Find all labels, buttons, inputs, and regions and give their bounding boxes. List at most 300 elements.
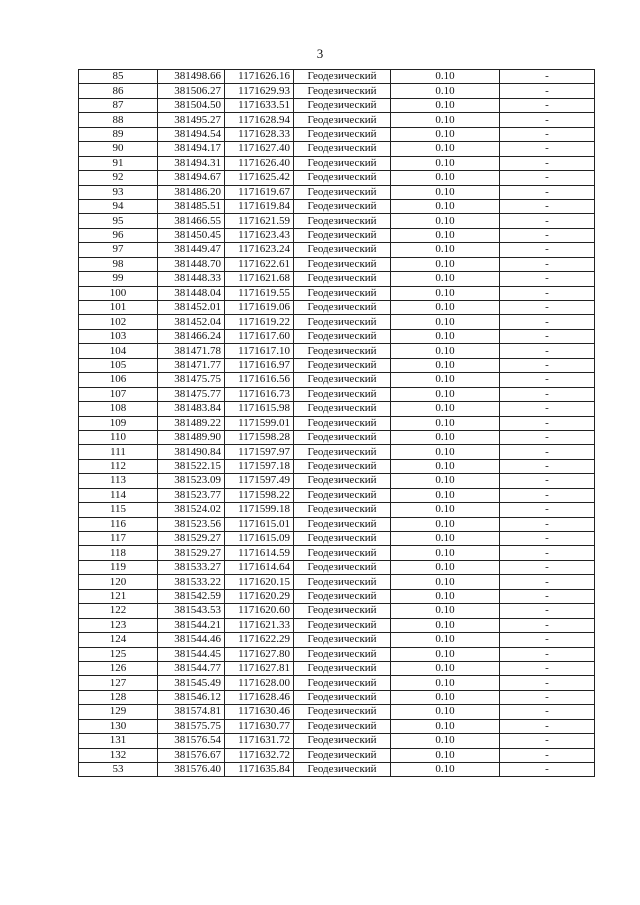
x-coordinate-cell: 381542.59 xyxy=(158,589,225,603)
table-row xyxy=(79,358,595,372)
accuracy-cell: 0.10 xyxy=(391,719,500,733)
point-number-cell: 131 xyxy=(79,734,158,748)
note-cell: - xyxy=(500,113,595,127)
x-coordinate-cell: 381485.51 xyxy=(158,199,225,213)
table-row xyxy=(79,286,595,300)
x-coordinate-cell: 381545.49 xyxy=(158,676,225,690)
table-row xyxy=(79,329,595,343)
y-coordinate-cell: 1171619.06 xyxy=(225,301,294,315)
note-cell: - xyxy=(500,199,595,213)
table-row xyxy=(79,676,595,690)
note-cell: - xyxy=(500,84,595,98)
method-cell: Геодезический xyxy=(294,589,391,603)
accuracy-cell: 0.10 xyxy=(391,618,500,632)
point-number-cell: 100 xyxy=(79,286,158,300)
method-cell: Геодезический xyxy=(294,705,391,719)
method-cell: Геодезический xyxy=(294,748,391,762)
table-row xyxy=(79,589,595,603)
y-coordinate-cell: 1171628.00 xyxy=(225,676,294,690)
y-coordinate-cell: 1171620.60 xyxy=(225,604,294,618)
table-row xyxy=(79,156,595,170)
note-cell: - xyxy=(500,70,595,84)
note-cell: - xyxy=(500,517,595,531)
point-number-cell: 125 xyxy=(79,647,158,661)
note-cell: - xyxy=(500,474,595,488)
accuracy-cell: 0.10 xyxy=(391,84,500,98)
note-cell: - xyxy=(500,257,595,271)
table-row xyxy=(79,459,595,473)
note-cell: - xyxy=(500,734,595,748)
point-number-cell: 124 xyxy=(79,633,158,647)
note-cell: - xyxy=(500,156,595,170)
table-row xyxy=(79,127,595,141)
x-coordinate-cell: 381494.17 xyxy=(158,142,225,156)
point-number-cell: 110 xyxy=(79,430,158,444)
x-coordinate-cell: 381475.75 xyxy=(158,373,225,387)
note-cell: - xyxy=(500,315,595,329)
x-coordinate-cell: 381449.47 xyxy=(158,243,225,257)
accuracy-cell: 0.10 xyxy=(391,734,500,748)
note-cell: - xyxy=(500,402,595,416)
accuracy-cell: 0.10 xyxy=(391,315,500,329)
table-row xyxy=(79,387,595,401)
y-coordinate-cell: 1171617.10 xyxy=(225,344,294,358)
table-row xyxy=(79,661,595,675)
y-coordinate-cell: 1171630.46 xyxy=(225,705,294,719)
method-cell: Геодезический xyxy=(294,387,391,401)
note-cell: - xyxy=(500,589,595,603)
method-cell: Геодезический xyxy=(294,315,391,329)
table-row xyxy=(79,113,595,127)
point-number-cell: 95 xyxy=(79,214,158,228)
note-cell: - xyxy=(500,142,595,156)
table-row xyxy=(79,763,595,777)
method-cell: Геодезический xyxy=(294,272,391,286)
note-cell: - xyxy=(500,633,595,647)
method-cell: Геодезический xyxy=(294,199,391,213)
point-number-cell: 90 xyxy=(79,142,158,156)
point-number-cell: 105 xyxy=(79,358,158,372)
method-cell: Геодезический xyxy=(294,661,391,675)
point-number-cell: 118 xyxy=(79,546,158,560)
y-coordinate-cell: 1171627.40 xyxy=(225,142,294,156)
accuracy-cell: 0.10 xyxy=(391,748,500,762)
method-cell: Геодезический xyxy=(294,532,391,546)
note-cell: - xyxy=(500,690,595,704)
y-coordinate-cell: 1171626.40 xyxy=(225,156,294,170)
note-cell: - xyxy=(500,532,595,546)
accuracy-cell: 0.10 xyxy=(391,243,500,257)
note-cell: - xyxy=(500,171,595,185)
accuracy-cell: 0.10 xyxy=(391,445,500,459)
x-coordinate-cell: 381575.75 xyxy=(158,719,225,733)
method-cell: Геодезический xyxy=(294,127,391,141)
x-coordinate-cell: 381543.53 xyxy=(158,604,225,618)
note-cell: - xyxy=(500,661,595,675)
accuracy-cell: 0.10 xyxy=(391,113,500,127)
accuracy-cell: 0.10 xyxy=(391,329,500,343)
x-coordinate-cell: 381471.77 xyxy=(158,358,225,372)
point-number-cell: 121 xyxy=(79,589,158,603)
accuracy-cell: 0.10 xyxy=(391,185,500,199)
accuracy-cell: 0.10 xyxy=(391,416,500,430)
accuracy-cell: 0.10 xyxy=(391,690,500,704)
point-number-cell: 128 xyxy=(79,690,158,704)
x-coordinate-cell: 381524.02 xyxy=(158,503,225,517)
y-coordinate-cell: 1171621.59 xyxy=(225,214,294,228)
method-cell: Геодезический xyxy=(294,517,391,531)
table-row xyxy=(79,185,595,199)
method-cell: Геодезический xyxy=(294,142,391,156)
method-cell: Геодезический xyxy=(294,633,391,647)
point-number-cell: 53 xyxy=(79,763,158,777)
point-number-cell: 115 xyxy=(79,503,158,517)
point-number-cell: 91 xyxy=(79,156,158,170)
method-cell: Геодезический xyxy=(294,618,391,632)
note-cell: - xyxy=(500,705,595,719)
point-number-cell: 89 xyxy=(79,127,158,141)
note-cell: - xyxy=(500,228,595,242)
accuracy-cell: 0.10 xyxy=(391,546,500,560)
accuracy-cell: 0.10 xyxy=(391,661,500,675)
x-coordinate-cell: 381544.45 xyxy=(158,647,225,661)
table-row xyxy=(79,488,595,502)
method-cell: Геодезический xyxy=(294,719,391,733)
accuracy-cell: 0.10 xyxy=(391,199,500,213)
note-cell: - xyxy=(500,488,595,502)
y-coordinate-cell: 1171614.64 xyxy=(225,560,294,574)
method-cell: Геодезический xyxy=(294,243,391,257)
x-coordinate-cell: 381475.77 xyxy=(158,387,225,401)
x-coordinate-cell: 381448.33 xyxy=(158,272,225,286)
table-row xyxy=(79,445,595,459)
point-number-cell: 92 xyxy=(79,171,158,185)
point-number-cell: 113 xyxy=(79,474,158,488)
table-row xyxy=(79,734,595,748)
accuracy-cell: 0.10 xyxy=(391,387,500,401)
x-coordinate-cell: 381523.56 xyxy=(158,517,225,531)
method-cell: Геодезический xyxy=(294,70,391,84)
method-cell: Геодезический xyxy=(294,257,391,271)
method-cell: Геодезический xyxy=(294,214,391,228)
table-row xyxy=(79,373,595,387)
point-number-cell: 122 xyxy=(79,604,158,618)
y-coordinate-cell: 1171632.72 xyxy=(225,748,294,762)
x-coordinate-cell: 381544.21 xyxy=(158,618,225,632)
y-coordinate-cell: 1171597.97 xyxy=(225,445,294,459)
note-cell: - xyxy=(500,546,595,560)
y-coordinate-cell: 1171597.18 xyxy=(225,459,294,473)
point-number-cell: 112 xyxy=(79,459,158,473)
y-coordinate-cell: 1171628.46 xyxy=(225,690,294,704)
point-number-cell: 130 xyxy=(79,719,158,733)
y-coordinate-cell: 1171616.97 xyxy=(225,358,294,372)
point-number-cell: 104 xyxy=(79,344,158,358)
note-cell: - xyxy=(500,185,595,199)
accuracy-cell: 0.10 xyxy=(391,532,500,546)
method-cell: Геодезический xyxy=(294,503,391,517)
point-number-cell: 85 xyxy=(79,70,158,84)
method-cell: Геодезический xyxy=(294,604,391,618)
y-coordinate-cell: 1171623.24 xyxy=(225,243,294,257)
point-number-cell: 117 xyxy=(79,532,158,546)
note-cell: - xyxy=(500,503,595,517)
y-coordinate-cell: 1171620.29 xyxy=(225,589,294,603)
accuracy-cell: 0.10 xyxy=(391,70,500,84)
x-coordinate-cell: 381466.24 xyxy=(158,329,225,343)
point-number-cell: 96 xyxy=(79,228,158,242)
x-coordinate-cell: 381576.67 xyxy=(158,748,225,762)
accuracy-cell: 0.10 xyxy=(391,474,500,488)
method-cell: Геодезический xyxy=(294,647,391,661)
method-cell: Геодезический xyxy=(294,286,391,300)
accuracy-cell: 0.10 xyxy=(391,257,500,271)
point-number-cell: 102 xyxy=(79,315,158,329)
method-cell: Геодезический xyxy=(294,763,391,777)
method-cell: Геодезический xyxy=(294,228,391,242)
x-coordinate-cell: 381489.22 xyxy=(158,416,225,430)
note-cell: - xyxy=(500,604,595,618)
method-cell: Геодезический xyxy=(294,575,391,589)
point-number-cell: 123 xyxy=(79,618,158,632)
accuracy-cell: 0.10 xyxy=(391,488,500,502)
point-number-cell: 86 xyxy=(79,84,158,98)
method-cell: Геодезический xyxy=(294,156,391,170)
table-row xyxy=(79,690,595,704)
y-coordinate-cell: 1171635.84 xyxy=(225,763,294,777)
note-cell: - xyxy=(500,618,595,632)
method-cell: Геодезический xyxy=(294,358,391,372)
note-cell: - xyxy=(500,748,595,762)
point-number-cell: 107 xyxy=(79,387,158,401)
table-row xyxy=(79,214,595,228)
accuracy-cell: 0.10 xyxy=(391,402,500,416)
note-cell: - xyxy=(500,286,595,300)
accuracy-cell: 0.10 xyxy=(391,98,500,112)
table-row xyxy=(79,430,595,444)
method-cell: Геодезический xyxy=(294,546,391,560)
x-coordinate-cell: 381523.09 xyxy=(158,474,225,488)
method-cell: Геодезический xyxy=(294,98,391,112)
x-coordinate-cell: 381490.84 xyxy=(158,445,225,459)
note-cell: - xyxy=(500,373,595,387)
y-coordinate-cell: 1171627.81 xyxy=(225,661,294,675)
accuracy-cell: 0.10 xyxy=(391,358,500,372)
method-cell: Геодезический xyxy=(294,676,391,690)
table-row xyxy=(79,272,595,286)
note-cell: - xyxy=(500,127,595,141)
y-coordinate-cell: 1171615.09 xyxy=(225,532,294,546)
table-row xyxy=(79,70,595,84)
x-coordinate-cell: 381495.27 xyxy=(158,113,225,127)
point-number-cell: 119 xyxy=(79,560,158,574)
note-cell: - xyxy=(500,243,595,257)
point-number-cell: 99 xyxy=(79,272,158,286)
x-coordinate-cell: 381533.22 xyxy=(158,575,225,589)
table-row xyxy=(79,705,595,719)
accuracy-cell: 0.10 xyxy=(391,503,500,517)
x-coordinate-cell: 381529.27 xyxy=(158,546,225,560)
table-row xyxy=(79,560,595,574)
table-row xyxy=(79,98,595,112)
accuracy-cell: 0.10 xyxy=(391,373,500,387)
x-coordinate-cell: 381471.78 xyxy=(158,344,225,358)
accuracy-cell: 0.10 xyxy=(391,228,500,242)
method-cell: Геодезический xyxy=(294,171,391,185)
note-cell: - xyxy=(500,329,595,343)
y-coordinate-cell: 1171615.01 xyxy=(225,517,294,531)
table-row xyxy=(79,228,595,242)
accuracy-cell: 0.10 xyxy=(391,705,500,719)
note-cell: - xyxy=(500,272,595,286)
note-cell: - xyxy=(500,676,595,690)
table-row xyxy=(79,171,595,185)
accuracy-cell: 0.10 xyxy=(391,301,500,315)
accuracy-cell: 0.10 xyxy=(391,344,500,358)
x-coordinate-cell: 381489.90 xyxy=(158,430,225,444)
table-row xyxy=(79,344,595,358)
x-coordinate-cell: 381574.81 xyxy=(158,705,225,719)
method-cell: Геодезический xyxy=(294,734,391,748)
note-cell: - xyxy=(500,416,595,430)
note-cell: - xyxy=(500,344,595,358)
note-cell: - xyxy=(500,647,595,661)
y-coordinate-cell: 1171617.60 xyxy=(225,329,294,343)
table-row xyxy=(79,402,595,416)
method-cell: Геодезический xyxy=(294,690,391,704)
accuracy-cell: 0.10 xyxy=(391,517,500,531)
point-number-cell: 109 xyxy=(79,416,158,430)
table-row xyxy=(79,618,595,632)
method-cell: Геодезический xyxy=(294,185,391,199)
method-cell: Геодезический xyxy=(294,373,391,387)
table-row xyxy=(79,243,595,257)
x-coordinate-cell: 381533.27 xyxy=(158,560,225,574)
y-coordinate-cell: 1171622.61 xyxy=(225,257,294,271)
x-coordinate-cell: 381494.31 xyxy=(158,156,225,170)
point-number-cell: 132 xyxy=(79,748,158,762)
note-cell: - xyxy=(500,445,595,459)
x-coordinate-cell: 381506.27 xyxy=(158,84,225,98)
y-coordinate-cell: 1171599.01 xyxy=(225,416,294,430)
x-coordinate-cell: 381576.54 xyxy=(158,734,225,748)
y-coordinate-cell: 1171616.73 xyxy=(225,387,294,401)
method-cell: Геодезический xyxy=(294,459,391,473)
method-cell: Геодезический xyxy=(294,84,391,98)
y-coordinate-cell: 1171622.29 xyxy=(225,633,294,647)
note-cell: - xyxy=(500,459,595,473)
y-coordinate-cell: 1171626.16 xyxy=(225,70,294,84)
x-coordinate-cell: 381486.20 xyxy=(158,185,225,199)
x-coordinate-cell: 381450.45 xyxy=(158,228,225,242)
accuracy-cell: 0.10 xyxy=(391,171,500,185)
method-cell: Геодезический xyxy=(294,344,391,358)
x-coordinate-cell: 381452.01 xyxy=(158,301,225,315)
x-coordinate-cell: 381529.27 xyxy=(158,532,225,546)
table-row xyxy=(79,503,595,517)
accuracy-cell: 0.10 xyxy=(391,156,500,170)
y-coordinate-cell: 1171619.22 xyxy=(225,315,294,329)
point-number-cell: 93 xyxy=(79,185,158,199)
x-coordinate-cell: 381544.46 xyxy=(158,633,225,647)
note-cell: - xyxy=(500,430,595,444)
coordinates-table xyxy=(78,69,595,777)
accuracy-cell: 0.10 xyxy=(391,286,500,300)
y-coordinate-cell: 1171623.43 xyxy=(225,228,294,242)
x-coordinate-cell: 381498.66 xyxy=(158,70,225,84)
accuracy-cell: 0.10 xyxy=(391,430,500,444)
table-row xyxy=(79,647,595,661)
table-row xyxy=(79,301,595,315)
table-row xyxy=(79,748,595,762)
note-cell: - xyxy=(500,301,595,315)
point-number-cell: 101 xyxy=(79,301,158,315)
method-cell: Геодезический xyxy=(294,445,391,459)
x-coordinate-cell: 381466.55 xyxy=(158,214,225,228)
point-number-cell: 103 xyxy=(79,329,158,343)
y-coordinate-cell: 1171598.22 xyxy=(225,488,294,502)
y-coordinate-cell: 1171630.77 xyxy=(225,719,294,733)
y-coordinate-cell: 1171598.28 xyxy=(225,430,294,444)
point-number-cell: 126 xyxy=(79,661,158,675)
table-row xyxy=(79,257,595,271)
point-number-cell: 94 xyxy=(79,199,158,213)
table-row xyxy=(79,532,595,546)
note-cell: - xyxy=(500,719,595,733)
accuracy-cell: 0.10 xyxy=(391,459,500,473)
accuracy-cell: 0.10 xyxy=(391,604,500,618)
point-number-cell: 114 xyxy=(79,488,158,502)
note-cell: - xyxy=(500,387,595,401)
y-coordinate-cell: 1171614.59 xyxy=(225,546,294,560)
accuracy-cell: 0.10 xyxy=(391,633,500,647)
x-coordinate-cell: 381448.70 xyxy=(158,257,225,271)
accuracy-cell: 0.10 xyxy=(391,763,500,777)
accuracy-cell: 0.10 xyxy=(391,142,500,156)
note-cell: - xyxy=(500,98,595,112)
table-row xyxy=(79,416,595,430)
point-number-cell: 97 xyxy=(79,243,158,257)
note-cell: - xyxy=(500,575,595,589)
note-cell: - xyxy=(500,560,595,574)
y-coordinate-cell: 1171615.98 xyxy=(225,402,294,416)
page-number: 3 xyxy=(316,46,324,61)
table-row xyxy=(79,199,595,213)
y-coordinate-cell: 1171625.42 xyxy=(225,171,294,185)
point-number-cell: 87 xyxy=(79,98,158,112)
point-number-cell: 88 xyxy=(79,113,158,127)
point-number-cell: 111 xyxy=(79,445,158,459)
table-row xyxy=(79,84,595,98)
table-row xyxy=(79,474,595,488)
point-number-cell: 98 xyxy=(79,257,158,271)
method-cell: Геодезический xyxy=(294,113,391,127)
x-coordinate-cell: 381504.50 xyxy=(158,98,225,112)
table-row xyxy=(79,719,595,733)
accuracy-cell: 0.10 xyxy=(391,214,500,228)
method-cell: Геодезический xyxy=(294,301,391,315)
y-coordinate-cell: 1171599.18 xyxy=(225,503,294,517)
y-coordinate-cell: 1171628.94 xyxy=(225,113,294,127)
method-cell: Геодезический xyxy=(294,474,391,488)
point-number-cell: 127 xyxy=(79,676,158,690)
point-number-cell: 120 xyxy=(79,575,158,589)
accuracy-cell: 0.10 xyxy=(391,575,500,589)
table-row xyxy=(79,142,595,156)
y-coordinate-cell: 1171621.68 xyxy=(225,272,294,286)
y-coordinate-cell: 1171597.49 xyxy=(225,474,294,488)
table-row xyxy=(79,604,595,618)
